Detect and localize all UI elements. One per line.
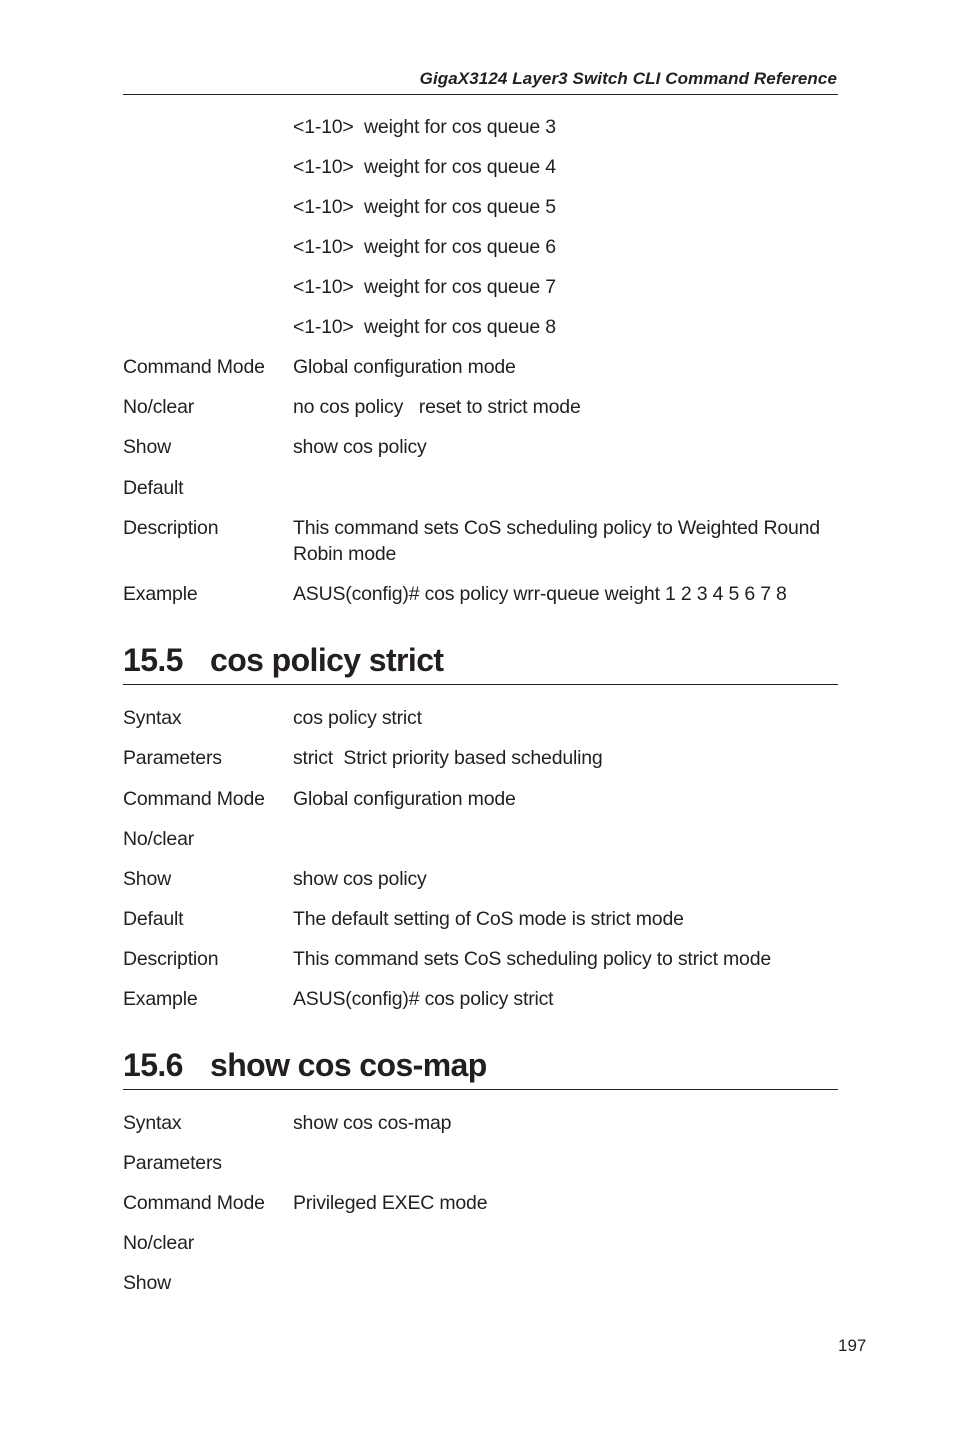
section-number: 15.5 (123, 642, 183, 678)
row-label: Description (123, 517, 219, 539)
row-label: No/clear (123, 828, 195, 850)
section-title: show cos cos-map (210, 1047, 487, 1083)
row-label: Example (123, 583, 198, 605)
row-value: This command sets CoS scheduling policy to Weighted Round Robin mode (293, 517, 820, 565)
row-value: strict Strict priority based scheduling (293, 747, 603, 769)
row-label: Description (123, 948, 219, 970)
row-value: show cos policy (293, 868, 427, 890)
row-value: <1-10> weight for cos queue 6 (293, 236, 556, 258)
row-label: Syntax (123, 1112, 182, 1134)
row-value: <1-10> weight for cos queue 3 (293, 116, 556, 138)
row-label: Parameters (123, 1152, 222, 1174)
row-label: Show (123, 436, 171, 458)
section-rule (123, 1089, 838, 1090)
header-rule (123, 94, 838, 95)
row-value: Global configuration mode (293, 356, 516, 378)
row-label: Parameters (123, 747, 222, 769)
page-number: 197 (838, 1336, 867, 1355)
row-label: Command Mode (123, 356, 265, 378)
row-value: ASUS(config)# cos policy strict (293, 988, 554, 1010)
row-value: This command sets CoS scheduling policy to strict mode (293, 948, 771, 970)
row-label: Default (123, 477, 184, 499)
running-header: GigaX3124 Layer3 Switch CLI Command Reference (419, 69, 837, 88)
row-label: Example (123, 988, 198, 1010)
section-heading (123, 1047, 838, 1084)
row-value: <1-10> weight for cos queue 7 (293, 276, 556, 298)
row-label: Command Mode (123, 788, 265, 810)
row-label: Show (123, 868, 171, 890)
section-title: cos policy strict (210, 642, 444, 678)
row-value: no cos policy reset to strict mode (293, 396, 581, 418)
row-label: Default (123, 908, 184, 930)
row-value: <1-10> weight for cos queue 8 (293, 316, 556, 338)
row-label: No/clear (123, 1232, 195, 1254)
row-value: Privileged EXEC mode (293, 1192, 488, 1214)
row-value: The default setting of CoS mode is strict mode (293, 908, 684, 930)
row-value: show cos policy (293, 436, 427, 458)
row-label: Show (123, 1272, 171, 1294)
row-value: Global configuration mode (293, 788, 516, 810)
row-label: Command Mode (123, 1192, 265, 1214)
section-heading (123, 642, 838, 679)
row-value: show cos cos-map (293, 1112, 452, 1134)
row-value: <1-10> weight for cos queue 5 (293, 196, 556, 218)
section-rule (123, 684, 838, 685)
row-label: No/clear (123, 396, 195, 418)
section-number: 15.6 (123, 1047, 183, 1083)
row-label: Syntax (123, 707, 182, 729)
row-value: <1-10> weight for cos queue 4 (293, 156, 556, 178)
row-value: ASUS(config)# cos policy wrr-queue weight 1 2 3 4 5 6 7 8 (293, 583, 787, 605)
row-value: cos policy strict (293, 707, 422, 729)
